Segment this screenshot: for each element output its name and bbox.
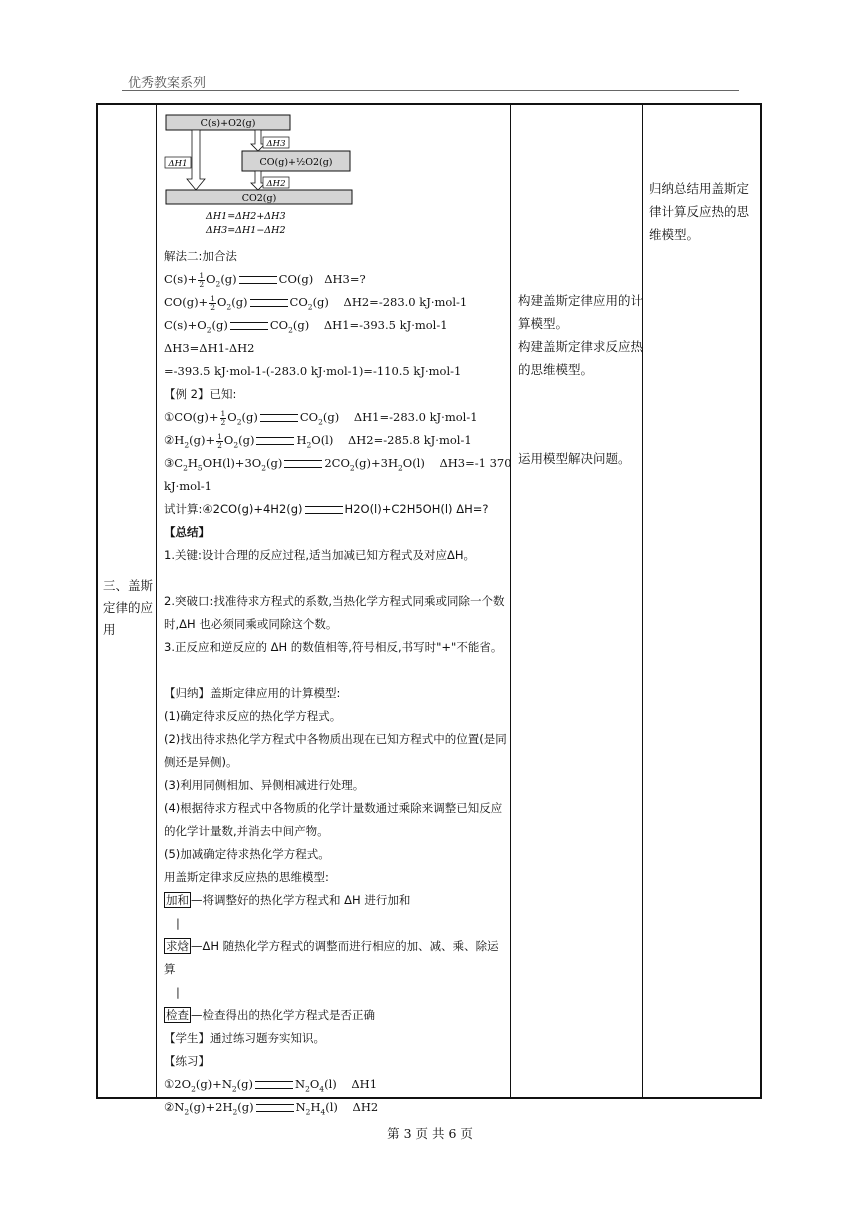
equation-target: C(s)+ $\frac{1}{2}$ $O_2(g)$ CO(g) ΔH3=? <box>164 270 366 289</box>
label-dh3: ΔH3 <box>266 139 286 149</box>
example-2-eq3: $③C_2H_5OH(l)+3O_2(g)$ $2CO_2(g)+3H_2O(l)$ ΔH3=-1 370 <box>164 456 512 473</box>
model-connector: | <box>176 916 180 930</box>
diagram-eq2: ΔH3=ΔH1−ΔH2 <box>206 225 286 236</box>
design-intent-b: 构建盖斯定律求反应热的思维模型。 <box>518 339 644 377</box>
teacher-summary: 归纳总结用盖斯定律计算反应热的思维模型。 <box>649 181 750 242</box>
diagram-eq1: ΔH1=ΔH2+ΔH3 <box>206 211 286 222</box>
enthalpy-diagram <box>164 111 354 241</box>
model-step-check: 检查 —检查得出的热化学方程式是否正确 <box>166 1008 375 1022</box>
summary-1: 1.关键:设计合理的反应过程,适当加减已知方程式及对应ΔH。 <box>164 548 476 562</box>
page-number: 第 3 页 共 6 页 <box>387 1126 473 1141</box>
label-dh1: ΔH1 <box>168 159 188 169</box>
model-step-enthalpy: 求焓 —ΔH 随热化学方程式的调整而进行相应的加、减、乘、除运算 <box>164 939 499 976</box>
induce-3: (3)利用同侧相加、异侧相减进行处理。 <box>164 778 365 792</box>
model-connector: | <box>176 985 180 999</box>
practice-eq2: $②N_2(g)+2H_2(g)$ $N_2H_4(l)$ ΔH2 <box>164 1100 379 1117</box>
example-2-eq2: $②H_2(g)+$ $\frac{1}{2}$ $O_2(g)$ $H_2O(l)$ ΔH2=-285.8 kJ·mol-1 <box>164 431 472 450</box>
practice-eq1: $①2O_2(g)+N_2(g)$ $N_2O_4(l)$ ΔH1 <box>164 1077 378 1094</box>
column-divider <box>156 105 157 1097</box>
induce-5: (5)加减确定待求热化学方程式。 <box>164 847 330 861</box>
top-box-label: C(s)+O2(g) <box>200 118 256 129</box>
summary-2: 2.突破口:找准待求方程式的系数,当热化学方程式同乘或同除一个数时,ΔH 也必须同乘或同除这个数。 <box>164 594 505 631</box>
model-step-sum: 加和 —将调整好的热化学方程式和 ΔH 进行加和 <box>166 893 411 907</box>
student-note: 【学生】通过练习题夯实知识。 <box>164 1031 325 1045</box>
main-content <box>164 245 512 1119</box>
equation-co-combustion: CO(g)+ $\frac{1}{2}$ $O_2(g)$ $CO_2(g)$ ΔH2=-283.0 kJ·mol-1 <box>164 293 468 312</box>
example-2-task: 试计算:④2CO(g)+4H2(g) H2O(l)+C2H5OH(l) ΔH=? <box>164 502 489 516</box>
summary-title: 【总结】 <box>164 525 210 539</box>
induce-2: (2)找出待求热化学方程式中各物质出现在已知方程式中的位置(是同侧还是异侧)。 <box>164 732 507 769</box>
column-divider <box>642 105 643 1097</box>
method-2-title: 解法二:加合法 <box>164 249 237 263</box>
column-divider <box>510 105 511 1097</box>
calc-line-2: =-393.5 kJ·mol-1-(-283.0 kJ·mol-1)=-110.5 kJ·mol-1 <box>164 364 462 378</box>
bottom-box-label: CO2(g) <box>241 193 277 204</box>
mid-box-label: CO(g)+½O2(g) <box>259 157 333 168</box>
example-2-eq1: ①CO(g)+ $\frac{1}{2}$ $O_2(g)$ $CO_2(g)$ ΔH1=-283.0 kJ·mol-1 <box>164 408 478 427</box>
induce-1: (1)确定待求反应的热化学方程式。 <box>164 709 342 723</box>
design-intent-a: 构建盖斯定律应用的计算模型。 <box>518 293 644 331</box>
summary-3: 3.正反应和逆反应的 ΔH 的数值相等,符号相反,书写时"+"不能省。 <box>164 640 503 654</box>
model-title: 用盖斯定律求反应热的思维模型: <box>164 870 329 884</box>
example-2-title: 【例 2】已知: <box>164 387 237 401</box>
design-intent-c: 运用模型解决问题。 <box>518 451 631 466</box>
induce-title: 【归纳】盖斯定律应用的计算模型: <box>164 686 341 700</box>
series-title: 优秀教案系列 <box>128 76 207 91</box>
induce-4: (4)根据待求方程式中各物质的化学计量数通过乘除来调整已知反应的化学计量数,并消去中间产物。 <box>164 801 503 838</box>
label-dh2: ΔH2 <box>266 179 286 189</box>
section-title: 三、盖斯定律的应用 <box>103 578 154 637</box>
practice-title: 【练习】 <box>164 1054 210 1068</box>
equation-c-combustion: $C(s)+O_2(g)$ $CO_2(g)$ ΔH1=-393.5 kJ·mol-1 <box>164 318 448 335</box>
example-2-eq3-unit: kJ·mol-1 <box>164 479 212 493</box>
calc-line-1: ΔH3=ΔH1-ΔH2 <box>164 341 255 355</box>
header-rule <box>122 90 739 91</box>
lesson-table <box>96 103 762 1117</box>
